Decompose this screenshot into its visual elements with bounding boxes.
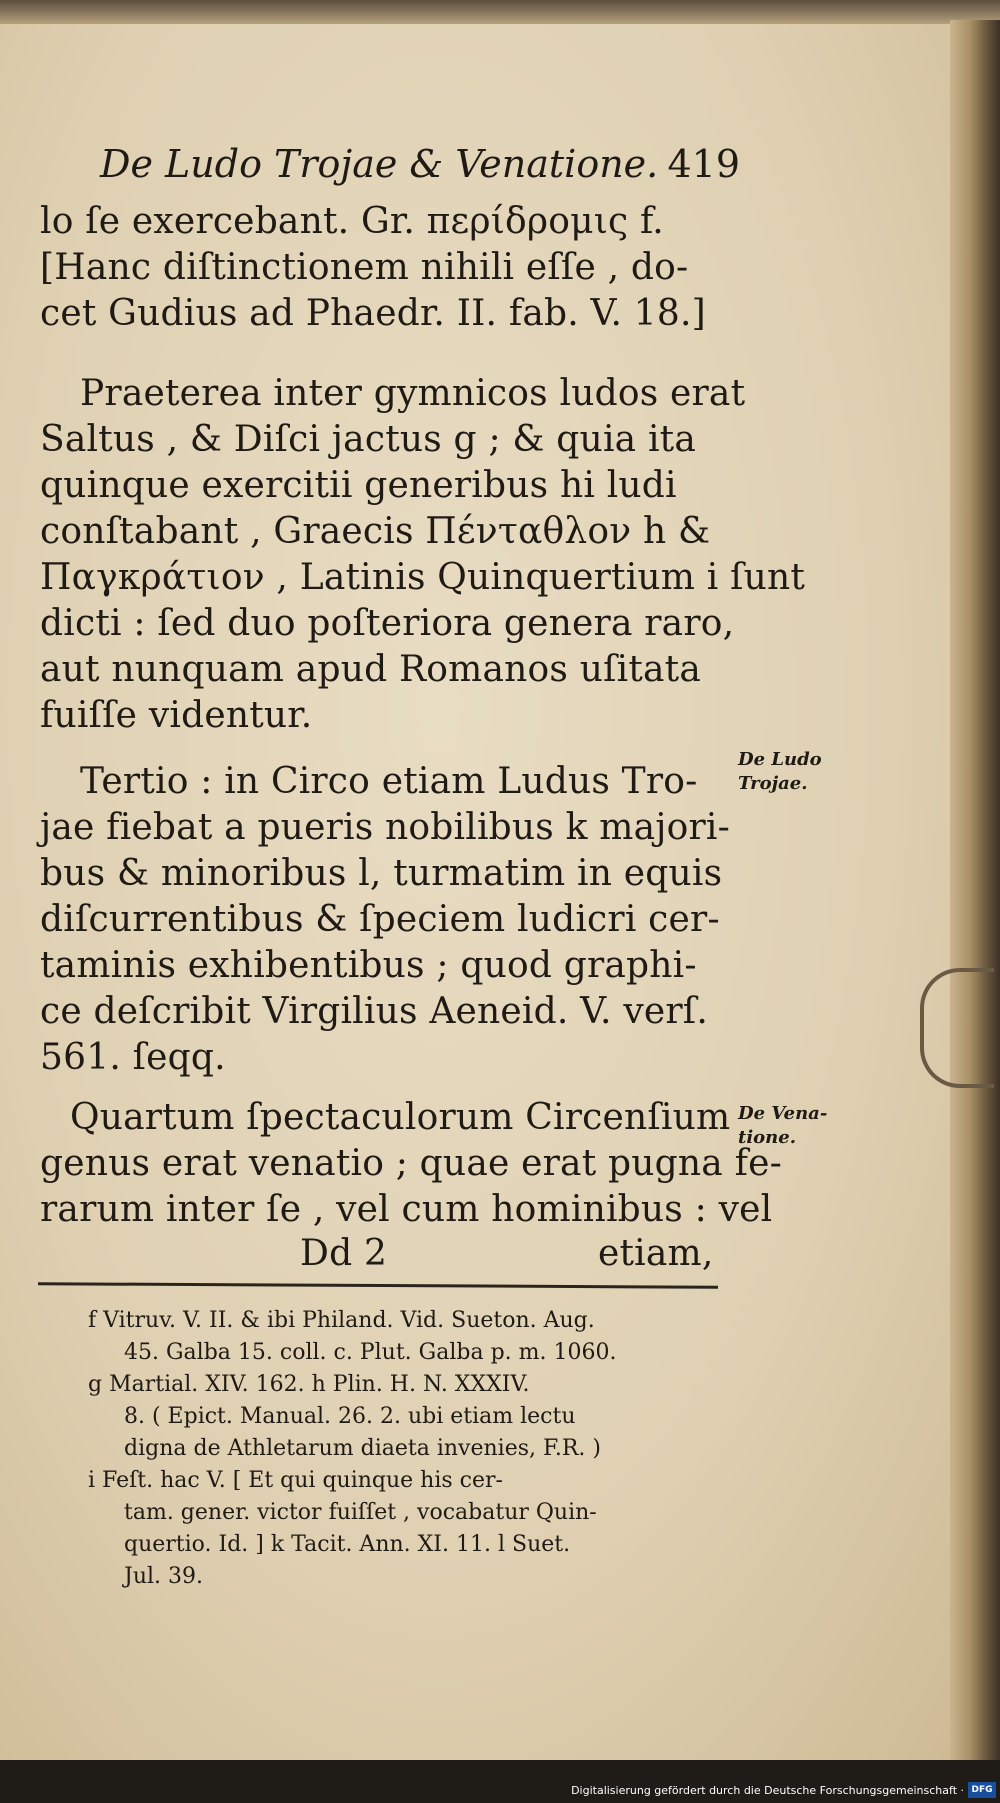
digitization-credit: Digitalisierung gefördert durch die Deutsche Forschungsgemeinschaft · <box>571 1784 964 1797</box>
footnote-line: f Vitruv. V. II. & ibi Philand. Vid. Sueton. Aug. <box>88 1308 595 1333</box>
footnote-line: quertio. Id. ] k Tacit. Ann. XI. 11. l Suet. <box>124 1532 571 1557</box>
body-text-line: genus erat venatio ; quae erat pugna fe- <box>40 1143 782 1184</box>
running-head-title: De Ludo Trojae & Venatione. <box>100 142 659 186</box>
footnote-line: 8. ( Epict. Manual. 26. 2. ubi etiam lectu <box>124 1404 576 1429</box>
marginal-note-venatione <box>738 1102 827 1150</box>
footnote-line: tam. gener. victor fuiſſet , vocabatur Quin- <box>124 1500 597 1525</box>
body-text-line: quinque exercitii generibus hi ludi <box>40 465 677 506</box>
body-text-line: jae fiebat a pueris nobilibus k majori- <box>40 807 730 848</box>
footnote-rule <box>38 1282 718 1289</box>
catchword: etiam, <box>598 1233 714 1274</box>
body-text-line: Praeterea inter gymnicos ludos erat <box>80 373 746 414</box>
body-text-line: Tertio : in Circo etiam Ludus Tro- <box>80 761 698 802</box>
marginal-note-line: Trojae. <box>738 773 808 794</box>
page-number: 419 <box>667 142 740 186</box>
signature-mark: Dd 2 <box>300 1233 388 1274</box>
body-text-line: [Hanc diſtinctionem nihili eſſe , do- <box>40 247 689 288</box>
body-text-line: conſtabant , Graecis Πένταθλον h & <box>40 511 711 552</box>
body-text-line: Quartum ſpectaculorum Circenſium <box>70 1097 731 1138</box>
footnote-line: i Feſt. hac V. [ Et qui quinque his cer- <box>88 1468 503 1493</box>
body-text-line: Παγκράτιον , Latinis Quinquertium i ſunt <box>40 557 806 598</box>
body-text-line: bus & minoribus l, turmatim in equis <box>40 853 723 894</box>
body-text-line: lo ſe exercebant. Gr. περίδρομις f. <box>40 201 664 242</box>
marginal-note-ludo-trojae <box>738 748 822 796</box>
bookmark-clip <box>920 968 994 1088</box>
body-text-line: taminis exhibentibus ; quod graphi- <box>40 945 697 986</box>
body-text-line: Saltus , & Diſci jactus g ; & quia ita <box>40 419 697 460</box>
body-text-line: cet Gudius ad Phaedr. II. fab. V. 18.] <box>40 293 706 334</box>
footnote-line: Jul. 39. <box>124 1564 203 1589</box>
page-top-edge <box>0 0 1000 24</box>
body-text-line: fuiſſe videntur. <box>40 695 313 736</box>
running-head <box>100 142 740 186</box>
book-fore-edge <box>950 20 1000 1760</box>
footnote-line: 45. Galba 15. coll. c. Plut. Galba p. m. 1060. <box>124 1340 617 1365</box>
body-text-line: diſcurrentibus & ſpeciem ludicri cer- <box>40 899 720 940</box>
body-text-line: dicti : ſed duo poſteriora genera raro, <box>40 603 735 644</box>
marginal-note-line: De Vena- <box>738 1103 828 1124</box>
marginal-note-line: tione. <box>738 1127 796 1148</box>
body-text-line: aut nunquam apud Romanos uſitata <box>40 649 702 690</box>
footnote-line: digna de Athletarum diaeta invenies, F.R. ) <box>124 1436 601 1461</box>
body-text-line: rarum inter ſe , vel cum hominibus : vel <box>40 1189 773 1230</box>
body-text-line: 561. ſeqq. <box>40 1037 226 1078</box>
marginal-note-line: De Ludo <box>738 749 822 770</box>
footnote-line: g Martial. XIV. 162. h Plin. H. N. XXXIV. <box>88 1372 530 1397</box>
body-text-line: ce deſcribit Virgilius Aeneid. V. verſ. <box>40 991 708 1032</box>
dfg-logo: DFG <box>968 1782 996 1798</box>
